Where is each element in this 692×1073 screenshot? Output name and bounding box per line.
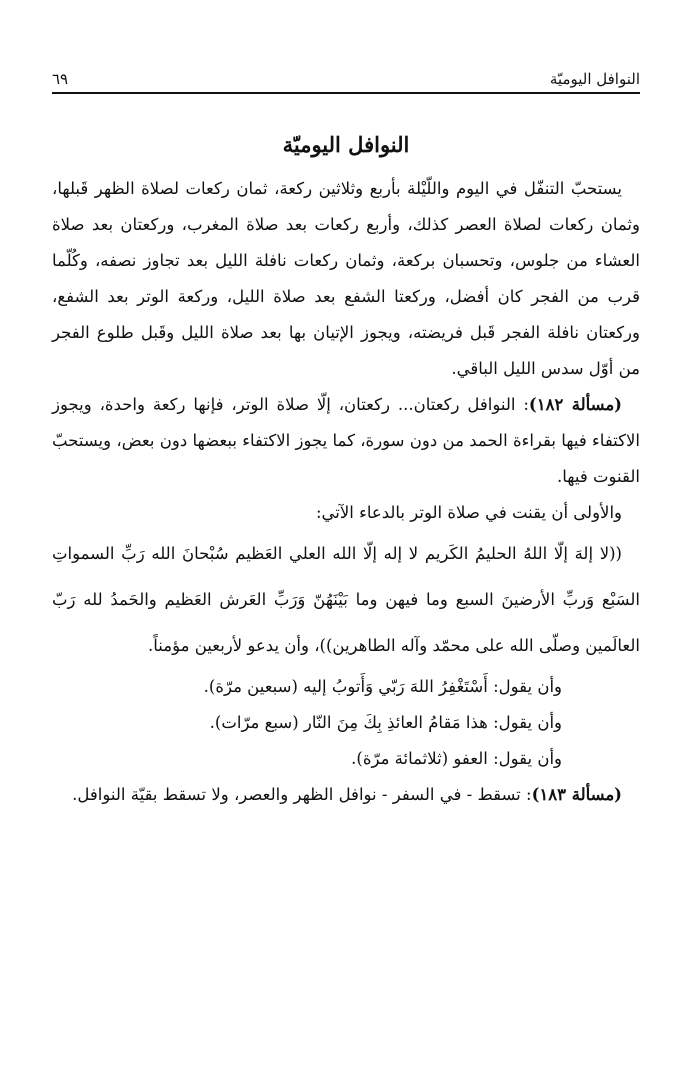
qunut-supplication: ((لا إلهَ إلّا اللهُ الحليمُ الكَريم لا إله إلّا الله العلي العَظيم سُبْحانَ الله رَبِّ السمواتِ السَبْع وَربِّ الأرضينَ السبع وما فيهن وما بَيْنَهُنّ وَرَبِّ العَرش العَظيم والحَمدُ لله رَبّ العالَمين وصلّى الله على محمّد وآله الطاهرين))، وأن يدعو لأربعين مؤمناً. xyxy=(52,544,640,655)
paragraph-daily-nawafil: يستحبّ التنفّل في اليوم واللّيْلة بأربع وثلاثين ركعة، ثمان ركعات لصلاة الظهر قَبلها، وثمان ركعات لصلاة العصر كذلك، وأربع ركعات بعد صلاة المغرب، وركعتان بعد صلاة العشاء من جلوس، وتحسبان بركعة، وثمان ركعات نافلة الليل بعد تجاوز نصفه، وكُلّما قرب من الفجر كان أفضل، وركعتا الشفع بعد صلاة الليل، وركعة الوتر بعد الشفع، وركعتان نافلة الفجر قَبل فريضته، ويجوز الإتيان بها بعد صلاة الليل وقَبل طلوع الفجر من أوّل سدس الليل الباقي. xyxy=(52,179,640,378)
issue-182 xyxy=(52,387,640,495)
issue-182-label: (مسألة ١٨٢) xyxy=(528,395,622,414)
issue-183-text: : تسقط - في السفر - نوافل الظهر والعصر، ولا تسقط بقيّة النوافل. xyxy=(72,785,532,804)
list-item-afw: وأن يقول: العفو (ثلاثمائة مرّة). xyxy=(351,749,562,768)
section-title: النوافل اليوميّة xyxy=(282,132,410,157)
list-item-istighfar: وأن يقول: أَسْتَغْفِرُ اللهَ رَبّي وَأَتوبُ إليه (سبعين مرّة). xyxy=(203,677,562,696)
running-header xyxy=(52,58,640,92)
running-title: النوافل اليوميّة xyxy=(549,70,640,88)
issue-183 xyxy=(52,777,640,813)
issue-183-label: (مسألة ١٨٣) xyxy=(531,785,622,804)
page-number: ٦٩ xyxy=(52,70,69,88)
header-rule xyxy=(52,92,640,94)
issue-182-text: : النوافل ركعتان... ركعتان، إلّا صلاة الوتر، فإنها ركعة واحدة، ويجوز الاكتفاء فيها بقراءة الحمد من دون سورة، كما يجوز الاكتفاء ببعضها دون بعض، ويستحبّ القنوت فيها. xyxy=(52,395,640,486)
list-item-maqam: وأن يقول: هذا مَقامُ العائذِ بِكَ مِنَ النّار (سبع مرّات). xyxy=(209,713,562,732)
paragraph-witr-qunut: والأولى أن يقنت في صلاة الوتر بالدعاء الآتي: xyxy=(315,503,622,522)
book-page xyxy=(52,58,640,813)
